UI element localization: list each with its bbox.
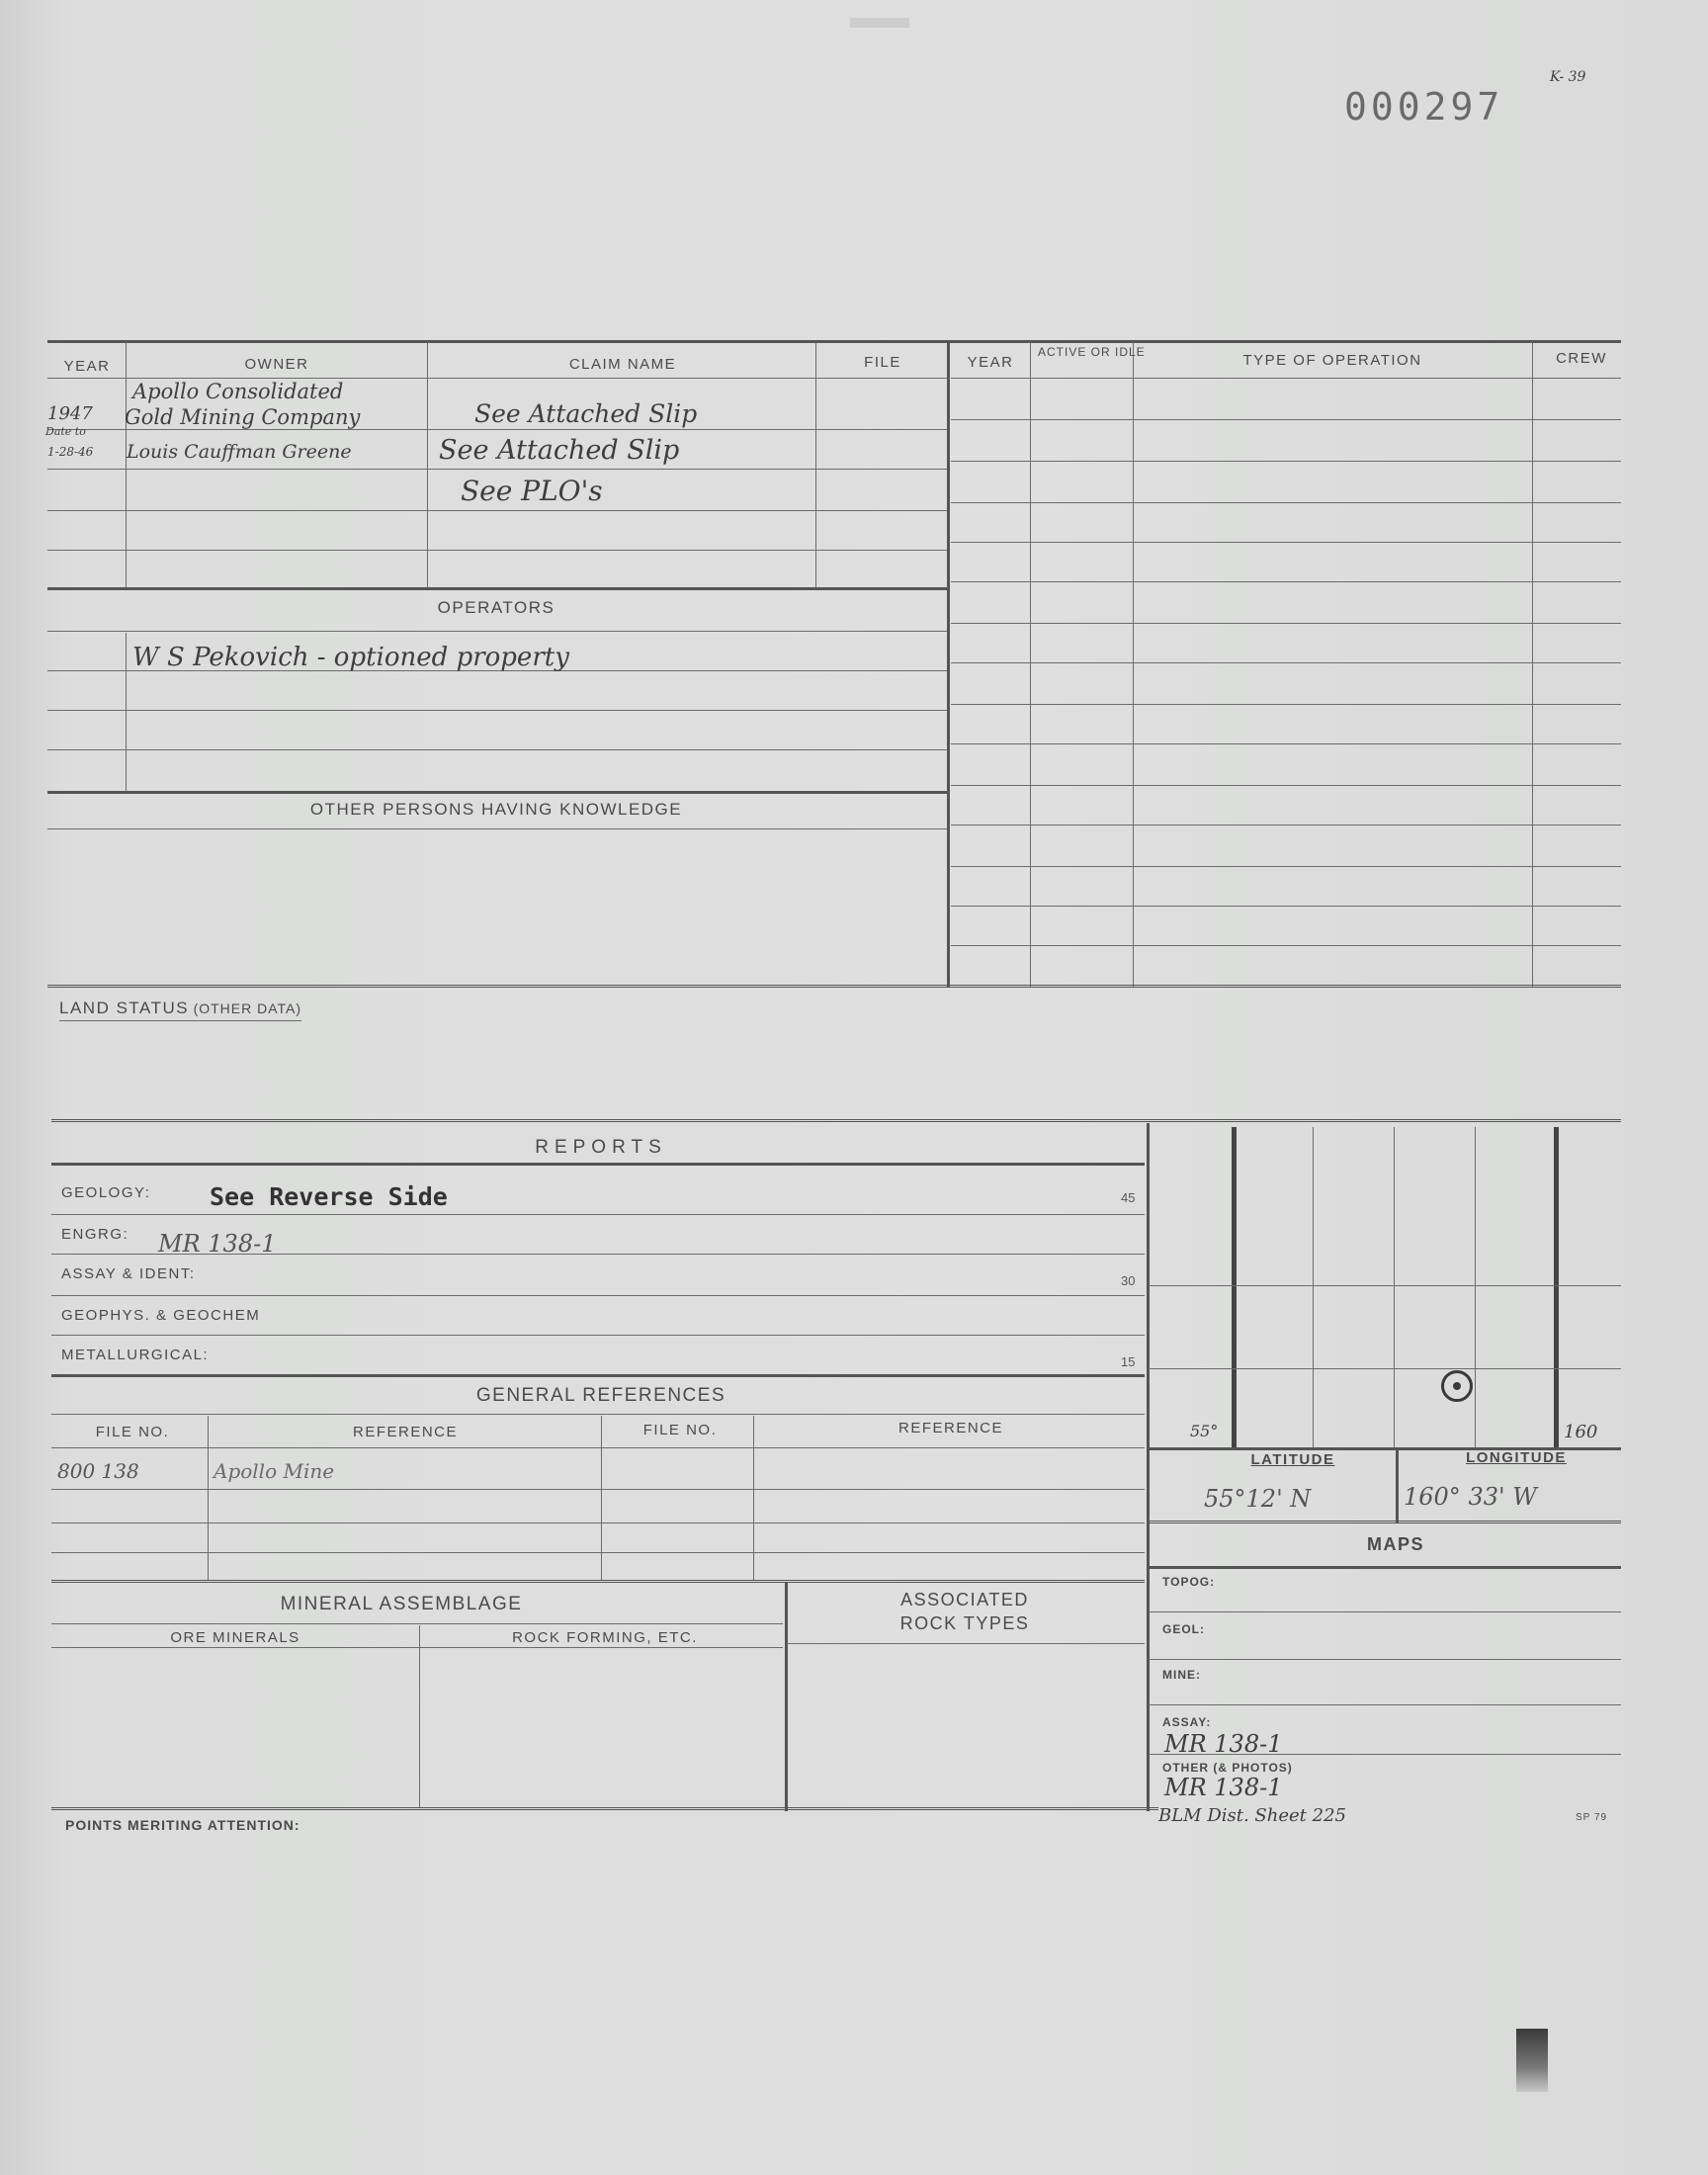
reports-title: REPORTS	[535, 1137, 667, 1158]
year-header: YEAR	[63, 358, 111, 375]
ref-reference-2: REFERENCE	[897, 1420, 1004, 1436]
other-persons-title: OTHER PERSONS HAVING KNOWLEDGE	[309, 800, 683, 819]
top-smudge	[850, 18, 909, 28]
maps-top-line	[1149, 1521, 1621, 1526]
owner-year: 1947	[47, 403, 93, 424]
rock-forming-header: ROCK FORMING, ETC.	[512, 1629, 698, 1646]
file-header: FILE	[864, 354, 901, 371]
grid-line	[1394, 1127, 1395, 1449]
row-line	[51, 1647, 783, 1648]
land-status-heading	[59, 999, 301, 1021]
owner-header-line	[47, 378, 947, 379]
row-line	[47, 550, 947, 551]
lat-corner: 55°	[1190, 1422, 1219, 1440]
ref-file-value: 800 138	[57, 1459, 139, 1483]
ops-row	[951, 502, 1621, 503]
ops-row	[951, 785, 1621, 786]
longitude-label: LONGITUDE	[1466, 1449, 1567, 1466]
ops-col-line	[1532, 342, 1533, 987]
lat-lon-divider	[1396, 1447, 1399, 1522]
points-title: POINTS MERITING ATTENTION:	[65, 1817, 300, 1833]
row-line	[1149, 1659, 1621, 1660]
other-photos-label: OTHER (& PHOTOS)	[1162, 1761, 1293, 1775]
ref-col-line	[753, 1416, 754, 1580]
topog-label: TOPOG:	[1162, 1575, 1216, 1589]
assay-map-value: MR 138-1	[1164, 1730, 1283, 1758]
geology-value: See Reverse Side	[210, 1182, 448, 1211]
claim-2: See Attached Slip	[439, 435, 680, 466]
ref-reference-1: REFERENCE	[352, 1424, 459, 1440]
row-line	[51, 1447, 1145, 1448]
ore-minerals-header: ORE MINERALS	[170, 1629, 300, 1646]
ops-row	[951, 906, 1621, 907]
owner-header: OWNER	[244, 356, 309, 373]
longitude-value: 160° 33' W	[1404, 1483, 1537, 1511]
row-line	[51, 1254, 1145, 1255]
lon-corner: 160	[1564, 1422, 1598, 1442]
ops-row	[951, 581, 1621, 582]
operator-col-line	[126, 633, 127, 793]
row-line	[47, 710, 947, 711]
land-status-line	[47, 985, 1621, 991]
engrg-label: ENGRG:	[61, 1226, 129, 1243]
location-dot	[1453, 1382, 1461, 1390]
owner-name-1: Apollo Consolidated	[132, 380, 344, 403]
geology-label: GEOLOGY:	[61, 1184, 151, 1201]
ops-row	[951, 825, 1621, 826]
mine-label: MINE:	[1162, 1668, 1201, 1682]
other-photos-value: MR 138-1	[1164, 1774, 1283, 1801]
scan-mark	[1516, 2029, 1548, 2092]
row-line	[1149, 1704, 1621, 1705]
row-line	[1149, 1611, 1621, 1612]
row-line	[47, 429, 947, 430]
row-line	[51, 1414, 1145, 1415]
scale-45: 45	[1121, 1190, 1136, 1205]
blm-note: BLM Dist. Sheet 225	[1158, 1805, 1346, 1826]
row-line	[47, 510, 947, 511]
assoc-title-2: ROCK TYPES	[899, 1613, 1030, 1633]
top-border	[47, 340, 1621, 343]
row-line	[51, 1214, 1145, 1215]
points-top-line	[51, 1807, 1158, 1813]
operators-top-line	[47, 587, 947, 590]
ops-row	[951, 945, 1621, 946]
ref-file-no-1: FILE NO.	[95, 1424, 170, 1440]
grid-hline	[1149, 1285, 1621, 1286]
row-line	[1149, 1566, 1621, 1569]
scale-15: 15	[1121, 1354, 1136, 1369]
grid-line-heavy	[1232, 1127, 1237, 1449]
land-status-sub: (OTHER DATA)	[193, 1000, 302, 1016]
owner-name-3: Louis Cauffman Greene	[127, 441, 352, 463]
ops-row	[951, 743, 1621, 744]
row-line	[47, 828, 947, 829]
assay-label: ASSAY & IDENT:	[61, 1265, 196, 1282]
mineral-col-line	[419, 1625, 420, 1807]
ref-file-no-2: FILE NO.	[642, 1422, 718, 1438]
ops-row	[951, 623, 1621, 624]
row-line	[51, 1335, 1145, 1336]
corner-mark: K- 39	[1550, 69, 1586, 85]
form-code: SP 79	[1576, 1812, 1608, 1823]
row-line	[51, 1552, 1145, 1553]
type-operation-header: TYPE OF OPERATION	[1242, 352, 1422, 369]
owner-date: 1-28-46	[47, 445, 94, 459]
reports-top-line	[51, 1119, 1621, 1125]
right-panel-divider	[1147, 1123, 1150, 1811]
row-line	[51, 1522, 1145, 1523]
ops-row	[951, 704, 1621, 705]
general-references-title: GENERAL REFERENCES	[475, 1385, 726, 1406]
location-marker-icon	[1441, 1370, 1473, 1402]
other-persons-top-line	[47, 791, 947, 794]
maps-title: MAPS	[1366, 1534, 1425, 1554]
operators-title: OPERATORS	[437, 598, 555, 617]
owner-date-note: Date to	[45, 425, 86, 438]
center-divider	[947, 342, 950, 987]
ops-row	[951, 662, 1621, 663]
ops-row	[951, 419, 1621, 420]
engrg-value: MR 138-1	[158, 1230, 277, 1258]
ops-year-header: YEAR	[967, 354, 1014, 371]
ops-row	[951, 542, 1621, 543]
ops-col-line	[1030, 342, 1031, 987]
row-line	[47, 749, 947, 750]
grid-line-heavy	[1554, 1127, 1559, 1449]
claim-1: See Attached Slip	[474, 399, 698, 428]
scale-30: 30	[1121, 1273, 1136, 1288]
grid-line	[1475, 1127, 1476, 1449]
document-number-stamp: 000297	[1344, 85, 1504, 129]
row-line	[47, 631, 947, 632]
row-line	[51, 1295, 1145, 1296]
ref-col-line	[208, 1416, 209, 1580]
ref-reference-value: Apollo Mine	[214, 1459, 335, 1483]
row-line	[51, 1623, 783, 1624]
row-line	[47, 469, 947, 470]
ref-col-line	[601, 1416, 602, 1580]
row-line	[787, 1643, 1145, 1644]
geol-label: GEOL:	[1162, 1622, 1205, 1636]
row-line	[51, 1489, 1145, 1490]
latitude-value: 55°12' N	[1204, 1485, 1312, 1513]
assay-map-label: ASSAY:	[1162, 1715, 1212, 1729]
mineral-title: MINERAL ASSEMBLAGE	[280, 1594, 523, 1614]
land-status-title: LAND STATUS	[59, 999, 190, 1017]
active-idle-header: ACTIVE OR IDLE	[1038, 345, 1146, 359]
ops-header-line	[951, 378, 1621, 379]
metallurgical-label: METALLURGICAL:	[61, 1347, 210, 1363]
mineral-top-line	[51, 1580, 1145, 1586]
assoc-col-line	[785, 1582, 788, 1811]
grid-line	[1313, 1127, 1314, 1449]
latitude-label: LATITUDE	[1250, 1451, 1335, 1468]
general-ref-top-line	[51, 1374, 1145, 1377]
ops-row	[951, 866, 1621, 867]
row-line	[1149, 1754, 1621, 1755]
operator-entry: W S Pekovich - optioned property	[132, 643, 569, 672]
owner-name-2: Gold Mining Company	[125, 405, 361, 429]
claim-name-header: CLAIM NAME	[568, 356, 677, 373]
ops-row	[951, 461, 1621, 462]
claim-3: See PLO's	[461, 475, 603, 507]
grid-hline	[1149, 1368, 1621, 1369]
reports-head-line	[51, 1163, 1145, 1166]
assoc-title-1: ASSOCIATED	[900, 1590, 1029, 1610]
ops-col-line	[1133, 342, 1134, 987]
crew-header: CREW	[1556, 350, 1607, 367]
geophys-label: GEOPHYS. & GEOCHEM	[61, 1307, 261, 1324]
